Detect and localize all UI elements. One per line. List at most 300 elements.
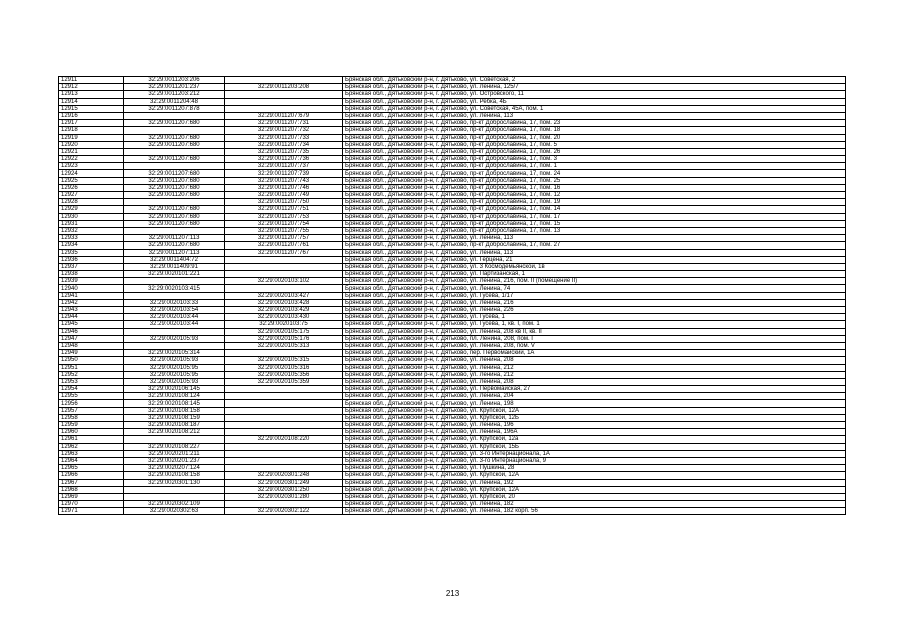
object-cadastral-cell: 32:29:0020103:428 (225, 299, 343, 306)
table-row (59, 508, 846, 515)
row-number-cell: 12955 (59, 393, 124, 400)
object-cadastral-cell (225, 407, 343, 414)
parcel-cadastral-cell (124, 292, 225, 299)
row-number-cell: 12911 (59, 77, 124, 84)
address-cell: Брянская обл., Дятьковский р-н, г. Дятьково, ул. 3 Космодемьянской, 1в (343, 263, 846, 270)
address-cell: Брянская обл., Дятьковский р-н, г. Дятьково, пр-кт Доброславина, 17, пом. 14 (343, 206, 846, 213)
row-number-cell: 12912 (59, 84, 124, 91)
row-number-cell: 12936 (59, 256, 124, 263)
object-cadastral-cell: 32:29:0020301:280 (225, 493, 343, 500)
object-cadastral-cell (225, 285, 343, 292)
parcel-cadastral-cell (124, 227, 225, 234)
object-cadastral-cell (225, 457, 343, 464)
address-cell: Брянская обл., Дятьковский р-н, г. Дятьково, ул. Крупской, 12А (343, 472, 846, 479)
table-row (59, 350, 846, 357)
address-cell: Брянская обл., Дятьковский р-н, г. Дятьково, пл. Ленина, 208, пом. I (343, 335, 846, 342)
table-row (59, 148, 846, 155)
parcel-cadastral-cell: 32:29:0020103:54 (124, 307, 225, 314)
object-cadastral-cell (225, 350, 343, 357)
parcel-cadastral-cell: 32:29:0020108:145 (124, 400, 225, 407)
row-number-cell: 12924 (59, 170, 124, 177)
address-cell: Брянская обл., Дятьковский р-н, г. Дятьково, пер. Первомайский, 1А (343, 350, 846, 357)
page-number: 213 (445, 589, 460, 598)
row-number-cell: 12954 (59, 386, 124, 393)
object-cadastral-cell: 32:29:0020103:430 (225, 314, 343, 321)
table-row (59, 299, 846, 306)
table-row (59, 307, 846, 314)
row-number-cell: 12948 (59, 342, 124, 349)
object-cadastral-cell: 32:29:0011207:746 (225, 184, 343, 191)
object-cadastral-cell: 32:29:0011207:733 (225, 134, 343, 141)
parcel-cadastral-cell: 32:29:0011207:680 (124, 213, 225, 220)
row-number-cell: 12913 (59, 91, 124, 98)
address-cell: Брянская обл., Дятьковский р-н, г. Дятьково, ул. Пушкина, 28 (343, 465, 846, 472)
address-cell: Брянская обл., Дятьковский р-н, г. Дятьково, ул. Ленина, 226 (343, 307, 846, 314)
table-row (59, 256, 846, 263)
parcel-cadastral-cell (124, 493, 225, 500)
parcel-cadastral-cell (124, 127, 225, 134)
address-cell: Брянская обл., Дятьковский р-н, г. Дятьково, ул. Островского, 11 (343, 91, 846, 98)
address-cell: Брянская обл., Дятьковский р-н, г. Дятьково, ул. Крупской, 12Б (343, 414, 846, 421)
parcel-cadastral-cell: 32:29:0011207:680 (124, 120, 225, 127)
table-row (59, 120, 846, 127)
row-number-cell: 12970 (59, 501, 124, 508)
address-cell: Брянская обл., Дятьковский р-н, г. Дятьково, пр-кт Доброславина, 17, пом. 18 (343, 127, 846, 134)
table-row (59, 386, 846, 393)
object-cadastral-cell (225, 77, 343, 84)
object-cadastral-cell: 32:29:0011207:732 (225, 127, 343, 134)
table-row (59, 321, 846, 328)
row-number-cell: 12966 (59, 472, 124, 479)
table-row (59, 242, 846, 249)
row-number-cell: 12965 (59, 465, 124, 472)
object-cadastral-cell: 32:29:0020108:220 (225, 436, 343, 443)
table-row (59, 450, 846, 457)
parcel-cadastral-cell: 32:29:0011207:680 (124, 141, 225, 148)
row-number-cell: 12925 (59, 177, 124, 184)
parcel-cadastral-cell: 32:29:0020105:95 (124, 364, 225, 371)
parcel-cadastral-cell: 32:29:0020108:124 (124, 393, 225, 400)
parcel-cadastral-cell: 32:29:0020105:314 (124, 350, 225, 357)
parcel-cadastral-cell (124, 342, 225, 349)
row-number-cell: 12915 (59, 105, 124, 112)
address-cell: Брянская обл., Дятьковский р-н, г. Дятьково, ул. 3-го Интернационала, 9 (343, 457, 846, 464)
address-cell: Брянская обл., Дятьковский р-н, г. Дятьково, ул. Ленина, 182 (343, 501, 846, 508)
row-number-cell: 12928 (59, 199, 124, 206)
address-cell: Брянская обл., Дятьковский р-н, г. Дятьково, ул. Ленина, 216, пом. II (помещение II) (343, 278, 846, 285)
address-cell: Брянская обл., Дятьковский р-н, г. Дятьково, ул. Крупской, 12А (343, 486, 846, 493)
parcel-cadastral-cell: 32:29:0011201:237 (124, 84, 225, 91)
object-cadastral-cell: 32:29:0020103:75 (225, 321, 343, 328)
address-cell: Брянская обл., Дятьковский р-н, г. Дятьково, ул. Первомайская, 27 (343, 386, 846, 393)
parcel-cadastral-cell: 32:29:0011204:48 (124, 98, 225, 105)
row-number-cell: 12967 (59, 479, 124, 486)
row-number-cell: 12933 (59, 235, 124, 242)
parcel-cadastral-cell: 32:29:0020105:95 (124, 371, 225, 378)
table-row (59, 184, 846, 191)
object-cadastral-cell: 32:29:0011207:757 (225, 235, 343, 242)
table-row (59, 199, 846, 206)
row-number-cell: 12916 (59, 112, 124, 119)
address-cell: Брянская обл., Дятьковский р-н, г. Дятьково, ул. Гусева, 1/17 (343, 292, 846, 299)
table-row (59, 227, 846, 234)
object-cadastral-cell: 32:29:0011207:735 (225, 148, 343, 155)
table-row (59, 170, 846, 177)
table-row (59, 192, 846, 199)
table-row (59, 486, 846, 493)
object-cadastral-cell: 32:29:0011207:731 (225, 120, 343, 127)
table-row (59, 292, 846, 299)
parcel-cadastral-cell: 32:29:0011404:72 (124, 256, 225, 263)
parcel-cadastral-cell: 32:29:0020302:63 (124, 508, 225, 515)
row-number-cell: 12968 (59, 486, 124, 493)
parcel-cadastral-cell: 32:29:0020103:415 (124, 285, 225, 292)
object-cadastral-cell: 32:29:0011207:753 (225, 213, 343, 220)
table-row (59, 213, 846, 220)
object-cadastral-cell: 32:29:0020105:176 (225, 335, 343, 342)
parcel-cadastral-cell: 32:29:0020101:221 (124, 271, 225, 278)
table-row (59, 479, 846, 486)
parcel-cadastral-cell: 32:29:0011207:113 (124, 235, 225, 242)
table-row (59, 91, 846, 98)
parcel-cadastral-cell (124, 148, 225, 155)
object-cadastral-cell (225, 501, 343, 508)
table-row (59, 436, 846, 443)
table-row (59, 335, 846, 342)
parcel-cadastral-cell: 32:29:0020108:159 (124, 414, 225, 421)
table-row (59, 77, 846, 84)
object-cadastral-cell: 32:29:0020105:356 (225, 371, 343, 378)
table-row (59, 249, 846, 256)
object-cadastral-cell: 32:29:0011207:749 (225, 192, 343, 199)
parcel-cadastral-cell: 32:29:0020301:130 (124, 479, 225, 486)
address-cell: Брянская обл., Дятьковский р-н, г. Дятьково, ул. Ленина, 212 (343, 364, 846, 371)
parcel-cadastral-cell: 32:29:0020105:93 (124, 378, 225, 385)
table-row (59, 414, 846, 421)
table-row (59, 141, 846, 148)
parcel-cadastral-cell (124, 199, 225, 206)
row-number-cell: 12961 (59, 436, 124, 443)
object-cadastral-cell: 32:29:0011207:739 (225, 170, 343, 177)
row-number-cell: 12962 (59, 443, 124, 450)
object-cadastral-cell (225, 465, 343, 472)
parcel-cadastral-cell: 32:29:0020201:211 (124, 450, 225, 457)
parcel-cadastral-cell: 32:29:0020302:109 (124, 501, 225, 508)
object-cadastral-cell (225, 91, 343, 98)
parcel-cadastral-cell: 32:29:0011207:680 (124, 170, 225, 177)
row-number-cell: 12949 (59, 350, 124, 357)
address-cell: Брянская обл., Дятьковский р-н, г. Дятьково, ул. Ленина, 113 (343, 249, 846, 256)
table-row (59, 407, 846, 414)
address-cell: Брянская обл., Дятьковский р-н, г. Дятьково, ул. Ленина, 196 (343, 422, 846, 429)
table-row (59, 220, 846, 227)
parcel-cadastral-cell: 32:29:0020103:44 (124, 321, 225, 328)
parcel-cadastral-cell: 32:29:0020106:145 (124, 386, 225, 393)
table-row (59, 501, 846, 508)
row-number-cell: 12939 (59, 278, 124, 285)
parcel-cadastral-cell: 32:29:0020108:187 (124, 422, 225, 429)
object-cadastral-cell: 32:29:0020302:122 (225, 508, 343, 515)
address-cell: Брянская обл., Дятьковский р-н, г. Дятьково, пр-кт Доброславина, 17, пом. 23 (343, 120, 846, 127)
object-cadastral-cell: 32:29:0011203:208 (225, 84, 343, 91)
row-number-cell: 12971 (59, 508, 124, 515)
parcel-cadastral-cell (124, 278, 225, 285)
object-cadastral-cell: 32:29:0020105:175 (225, 328, 343, 335)
table-row (59, 98, 846, 105)
address-cell: Брянская обл., Дятьковский р-н, г. Дятьково, пр-кт Доброславина, 17, пом. 16 (343, 184, 846, 191)
object-cadastral-cell: 32:29:0011207:679 (225, 112, 343, 119)
row-number-cell: 12960 (59, 429, 124, 436)
object-cadastral-cell (225, 400, 343, 407)
object-cadastral-cell: 32:29:0011207:737 (225, 163, 343, 170)
row-number-cell: 12959 (59, 422, 124, 429)
table-row (59, 314, 846, 321)
address-cell: Брянская обл., Дятьковский р-н, г. Дятьково, ул. Партизанская, 1 (343, 271, 846, 278)
row-number-cell: 12951 (59, 364, 124, 371)
row-number-cell: 12934 (59, 242, 124, 249)
row-number-cell: 12926 (59, 184, 124, 191)
object-cadastral-cell (225, 443, 343, 450)
parcel-cadastral-cell: 32:29:0011207:680 (124, 177, 225, 184)
row-number-cell: 12942 (59, 299, 124, 306)
address-cell: Брянская обл., Дятьковский р-н, г. Дятьково, пр-кт Доброславина, 17, пом. 12 (343, 192, 846, 199)
object-cadastral-cell: 32:29:0020103:427 (225, 292, 343, 299)
address-cell: Брянская обл., Дятьковский р-н, г. Дятьково, ул. Крупской, 12А (343, 407, 846, 414)
parcel-cadastral-cell: 32:29:0020103:33 (124, 299, 225, 306)
address-cell: Брянская обл., Дятьковский р-н, г. Дятьково, ул. Ленина, 192 (343, 479, 846, 486)
address-cell: Брянская обл., Дятьковский р-н, г. Дятьково, ул. Гусева, 1 (343, 314, 846, 321)
row-number-cell: 12952 (59, 371, 124, 378)
register-table (58, 76, 846, 515)
address-cell: Брянская обл., Дятьковский р-н, г. Дятьково, ул. Ленина, 113 (343, 235, 846, 242)
row-number-cell: 12940 (59, 285, 124, 292)
row-number-cell: 12945 (59, 321, 124, 328)
parcel-cadastral-cell (124, 328, 225, 335)
object-cadastral-cell (225, 105, 343, 112)
row-number-cell: 12964 (59, 457, 124, 464)
parcel-cadastral-cell: 32:29:0020105:93 (124, 357, 225, 364)
object-cadastral-cell (225, 422, 343, 429)
address-cell: Брянская обл., Дятьковский р-н, г. Дятьково, ул. Ленина, 216 (343, 299, 846, 306)
row-number-cell: 12922 (59, 156, 124, 163)
table-row (59, 472, 846, 479)
object-cadastral-cell (225, 393, 343, 400)
object-cadastral-cell: 32:29:0011207:761 (225, 242, 343, 249)
parcel-cadastral-cell: 32:29:0020207:124 (124, 465, 225, 472)
object-cadastral-cell (225, 263, 343, 270)
address-cell: Брянская обл., Дятьковский р-н, г. Дятьково, ул. Ленина, 196А (343, 429, 846, 436)
parcel-cadastral-cell (124, 436, 225, 443)
row-number-cell: 12921 (59, 148, 124, 155)
table-row (59, 163, 846, 170)
object-cadastral-cell: 32:29:0011207:751 (225, 206, 343, 213)
table-row (59, 177, 846, 184)
row-number-cell: 12919 (59, 134, 124, 141)
row-number-cell: 12927 (59, 192, 124, 199)
address-cell: Брянская обл., Дятьковский р-н, г. Дятьково, ул. Гусева, 1, кв. I, пом. 1 (343, 321, 846, 328)
table-row (59, 422, 846, 429)
parcel-cadastral-cell: 32:29:0011409:91 (124, 263, 225, 270)
register-table-body (59, 77, 846, 515)
row-number-cell: 12932 (59, 227, 124, 234)
table-row (59, 285, 846, 292)
object-cadastral-cell (225, 98, 343, 105)
table-row (59, 263, 846, 270)
object-cadastral-cell: 32:29:0011207:755 (225, 227, 343, 234)
address-cell: Брянская обл., Дятьковский р-н, г. Дятьково, ул. Ленина, 182 корп. 56 (343, 508, 846, 515)
table-row (59, 364, 846, 371)
address-cell: Брянская обл., Дятьковский р-н, г. Дятьково, ул. Ребка, 4Б (343, 98, 846, 105)
row-number-cell: 12920 (59, 141, 124, 148)
address-cell: Брянская обл., Дятьковский р-н, г. Дятьково, пр-кт Доброславина, 17, пом. 27 (343, 242, 846, 249)
object-cadastral-cell: 32:29:0020103:429 (225, 307, 343, 314)
object-cadastral-cell: 32:29:0020105:313 (225, 342, 343, 349)
address-cell: Брянская обл., Дятьковский р-н, г. Дятьково, ул. Ленина, 208 (343, 357, 846, 364)
address-cell: Брянская обл., Дятьковский р-н, г. Дятьково, ул. Ленина, 113 (343, 112, 846, 119)
address-cell: Брянская обл., Дятьковский р-н, г. Дятьково, пр-кт Доброславина, 17, пом. 5 (343, 141, 846, 148)
table-row (59, 278, 846, 285)
table-row (59, 112, 846, 119)
table-row (59, 84, 846, 91)
row-number-cell: 12963 (59, 450, 124, 457)
parcel-cadastral-cell: 32:29:0020201:237 (124, 457, 225, 464)
address-cell: Брянская обл., Дятьковский р-н, г. Дятьково, пр-кт Доброславина, 17, пом. 17 (343, 213, 846, 220)
row-number-cell: 12956 (59, 400, 124, 407)
parcel-cadastral-cell (124, 112, 225, 119)
row-number-cell: 12914 (59, 98, 124, 105)
parcel-cadastral-cell: 32:29:0020108:212 (124, 429, 225, 436)
row-number-cell: 12935 (59, 249, 124, 256)
row-number-cell: 12969 (59, 493, 124, 500)
object-cadastral-cell: 32:29:0011207:767 (225, 249, 343, 256)
row-number-cell: 12947 (59, 335, 124, 342)
address-cell: Брянская обл., Дятьковский р-н, г. Дятьково, пр-кт Доброславина, 17, пом. 13 (343, 227, 846, 234)
object-cadastral-cell: 32:29:0020105:316 (225, 364, 343, 371)
row-number-cell: 12957 (59, 407, 124, 414)
table-row (59, 134, 846, 141)
table-row (59, 206, 846, 213)
object-cadastral-cell (225, 414, 343, 421)
table-row (59, 156, 846, 163)
table-row (59, 342, 846, 349)
address-cell: Брянская обл., Дятьковский р-н, г. Дятьково, ул. Ленина, 204 (343, 393, 846, 400)
parcel-cadastral-cell: 32:29:0011207:113 (124, 249, 225, 256)
row-number-cell: 12917 (59, 120, 124, 127)
address-cell: Брянская обл., Дятьковский р-н, г. Дятьково, ул. Советская, 45А, пом. 1 (343, 105, 846, 112)
table-row (59, 378, 846, 385)
address-cell: Брянская обл., Дятьковский р-н, г. Дятьково, пр-кт Доброславина, 17, пом. 15 (343, 220, 846, 227)
address-cell: Брянская обл., Дятьковский р-н, г. Дятьково, ул. Ленина, 198 (343, 400, 846, 407)
row-number-cell: 12918 (59, 127, 124, 134)
row-number-cell: 12944 (59, 314, 124, 321)
row-number-cell: 12950 (59, 357, 124, 364)
parcel-cadastral-cell: 32:29:0011203:212 (124, 91, 225, 98)
address-cell: Брянская обл., Дятьковский р-н, г. Дятьково, ул. Советская, 2 (343, 77, 846, 84)
row-number-cell: 12923 (59, 163, 124, 170)
parcel-cadastral-cell: 32:29:0020108:227 (124, 443, 225, 450)
table-row (59, 457, 846, 464)
parcel-cadastral-cell: 32:29:0011207:680 (124, 156, 225, 163)
address-cell: Брянская обл., Дятьковский р-н, г. Дятьково, ул. Ленина, 208, пом. V (343, 342, 846, 349)
address-cell: Брянская обл., Дятьковский р-н, г. Дятьково, ул. Ленина, 74 (343, 285, 846, 292)
object-cadastral-cell (225, 271, 343, 278)
parcel-cadastral-cell: 32:29:0011207:680 (124, 192, 225, 199)
address-cell: Брянская обл., Дятьковский р-н, г. Дятьково, ул. 3-го Интернационала, 1А (343, 450, 846, 457)
address-cell: Брянская обл., Дятьковский р-н, г. Дятьково, ул. Герцена, 21 (343, 256, 846, 263)
object-cadastral-cell (225, 429, 343, 436)
table-row (59, 127, 846, 134)
object-cadastral-cell: 32:29:0020103:102 (225, 278, 343, 285)
object-cadastral-cell (225, 450, 343, 457)
object-cadastral-cell (225, 386, 343, 393)
row-number-cell: 12953 (59, 378, 124, 385)
address-cell: Брянская обл., Дятьковский р-н, г. Дятьково, ул. Крупской, 12а (343, 436, 846, 443)
row-number-cell: 12930 (59, 213, 124, 220)
row-number-cell: 12938 (59, 271, 124, 278)
table-row (59, 429, 846, 436)
object-cadastral-cell: 32:29:0020105:359 (225, 378, 343, 385)
parcel-cadastral-cell: 32:29:0011207:680 (124, 184, 225, 191)
address-cell: Брянская обл., Дятьковский р-н, г. Дятьково, пр-кт Доброславина, 17, пом. 1 (343, 163, 846, 170)
object-cadastral-cell: 32:29:0011207:736 (225, 156, 343, 163)
parcel-cadastral-cell: 32:29:0020105:93 (124, 335, 225, 342)
object-cadastral-cell: 32:29:0020301:248 (225, 472, 343, 479)
address-cell: Брянская обл., Дятьковский р-н, г. Дятьково, ул. Ленина, 212 (343, 371, 846, 378)
parcel-cadastral-cell: 32:29:0020103:44 (124, 314, 225, 321)
object-cadastral-cell: 32:29:0011207:734 (225, 141, 343, 148)
address-cell: Брянская обл., Дятьковский р-н, г. Дятьково, пр-кт Доброславина, 17, пом. 24 (343, 170, 846, 177)
table-row (59, 371, 846, 378)
parcel-cadastral-cell: 32:29:0011207:878 (124, 105, 225, 112)
object-cadastral-cell: 32:29:0011207:754 (225, 220, 343, 227)
table-row (59, 357, 846, 364)
table-row (59, 105, 846, 112)
address-cell: Брянская обл., Дятьковский р-н, г. Дятьково, ул. Ленина, 208 (343, 378, 846, 385)
table-row (59, 235, 846, 242)
address-cell: Брянская обл., Дятьковский р-н, г. Дятьково, пр-кт Доброславина, 17, пом. 20 (343, 134, 846, 141)
table-row (59, 443, 846, 450)
table-row (59, 271, 846, 278)
parcel-cadastral-cell: 32:29:0020108:158 (124, 407, 225, 414)
address-cell: Брянская обл., Дятьковский р-н, г. Дятьково, ул. Ленина, 208 кв II, кв. II (343, 328, 846, 335)
parcel-cadastral-cell: 32:29:0011207:680 (124, 242, 225, 249)
object-cadastral-cell (225, 256, 343, 263)
row-number-cell: 12943 (59, 307, 124, 314)
table-row (59, 465, 846, 472)
table-row (59, 393, 846, 400)
row-number-cell: 12937 (59, 263, 124, 270)
object-cadastral-cell: 32:29:0020105:315 (225, 357, 343, 364)
row-number-cell: 12946 (59, 328, 124, 335)
object-cadastral-cell: 32:29:0011207:750 (225, 199, 343, 206)
parcel-cadastral-cell (124, 163, 225, 170)
address-cell: Брянская обл., Дятьковский р-н, г. Дятьково, пр-кт Доброславина, 17, пом. 19 (343, 199, 846, 206)
address-cell: Брянская обл., Дятьковский р-н, г. Дятьково, пр-кт Доброславина, 17, пом. 26 (343, 148, 846, 155)
parcel-cadastral-cell: 32:29:0011207:680 (124, 206, 225, 213)
address-cell: Брянская обл., Дятьковский р-н, г. Дятьково, ул. Крупской, 20 (343, 493, 846, 500)
row-number-cell: 12958 (59, 414, 124, 421)
object-cadastral-cell: 32:29:0020301:249 (225, 479, 343, 486)
row-number-cell: 12931 (59, 220, 124, 227)
parcel-cadastral-cell: 32:29:0011203:206 (124, 77, 225, 84)
address-cell: Брянская обл., Дятьковский р-н, г. Дятьково, пр-кт Доброславина, 17, пом. 25 (343, 177, 846, 184)
object-cadastral-cell: 32:29:0011207:743 (225, 177, 343, 184)
row-number-cell: 12929 (59, 206, 124, 213)
parcel-cadastral-cell (124, 486, 225, 493)
address-cell: Брянская обл., Дятьковский р-н, г. Дятьково, пр-кт Доброславина, 17, пом. 3 (343, 156, 846, 163)
object-cadastral-cell: 32:29:0020301:250 (225, 486, 343, 493)
parcel-cadastral-cell: 32:29:0011207:680 (124, 220, 225, 227)
